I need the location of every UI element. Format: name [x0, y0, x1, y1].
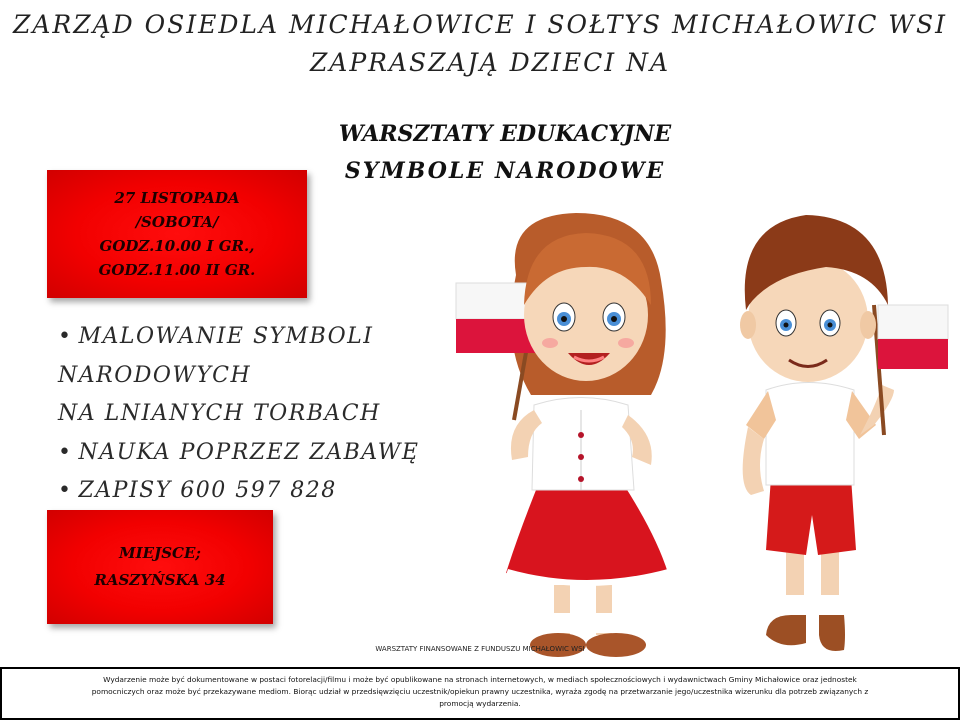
girl-figure	[456, 213, 668, 657]
activity-text: MALOWANIE SYMBOLI	[78, 324, 374, 349]
activities-list	[58, 318, 458, 511]
workshop-title: WARSZTATY EDUKACYJNE	[338, 121, 672, 147]
place-label: MIEJSCE;	[119, 544, 201, 562]
time-group-2: GODZ.11.00 II GR.	[98, 261, 256, 279]
activity-continuation: NA LNIANYCH TORBACH	[58, 401, 381, 426]
bullet-icon: •	[58, 324, 73, 349]
activity-item-learning	[58, 434, 458, 473]
time-group-1: GODZ.10.00 I GR.,	[99, 237, 255, 255]
funding-note: WARSZTATY FINANSOWANE Z FUNDUSZU MICHAŁOWIC WSI	[375, 645, 585, 653]
consent-line: Wydarzenie może być dokumentowane w postaci fotorelacji/filmu i może być opublikowane na stronach internetowych, w mediach społecznościowych i wydawnictwach Gminy Michałowice oraz jednostek	[103, 675, 857, 684]
workshop-subtitle: SYMBOLE NARODOWE	[344, 158, 666, 184]
header-line-2: ZAPRASZAJĄ DZIECI NA	[309, 48, 671, 77]
children-with-polish-flags-illustration	[446, 195, 960, 670]
place-box	[47, 510, 273, 624]
bullet-icon: •	[58, 478, 73, 503]
date-box	[47, 170, 307, 298]
header-line-1: ZARZĄD OSIEDLA MICHAŁOWICE I SOŁTYS MICHAŁOWIC WSI	[12, 10, 948, 39]
date-line: 27 LISTOPADA	[114, 189, 240, 207]
activity-item-signup	[58, 472, 458, 511]
place-address: RASZYŃSKA 34	[94, 571, 226, 589]
consent-line: promocją wydarzenia.	[439, 699, 521, 708]
bullet-icon: •	[58, 439, 73, 465]
activity-continuation: NARODOWYCH	[58, 362, 252, 388]
signup-phone: ZAPISY 600 597 828	[78, 478, 337, 503]
consent-line: pomocniczych oraz może być przekazywane mediom. Biorąc udział w przedsięwzięciu uczestnik/opiekun prawny uczestnika, wyraża zgodę na przetwarzanie jego/uczestnika wizerunku dla potrzeb związanych z	[91, 687, 869, 696]
activity-text: NAUKA POPRZEZ ZABAWĘ	[78, 439, 420, 465]
day-line: /SOBOTA/	[135, 213, 219, 231]
activity-item-painting	[58, 318, 458, 357]
image-consent-notice	[0, 667, 960, 720]
boy-figure	[740, 215, 948, 651]
